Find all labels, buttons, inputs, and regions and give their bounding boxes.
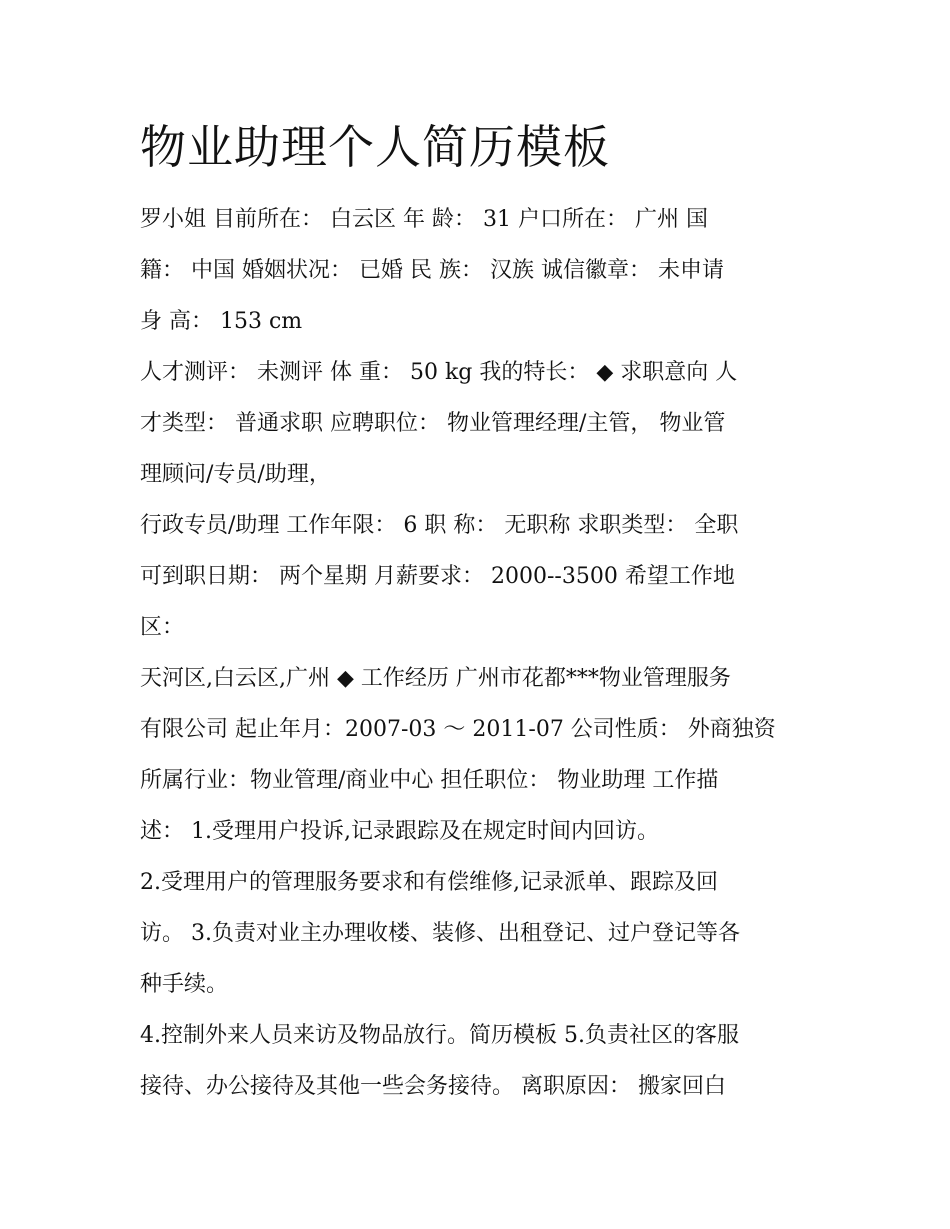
text-line: 籍： 中国 婚姻状况： 已婚 民 族： 汉族 诚信徽章： 未申请 bbox=[140, 258, 724, 283]
text-line: 人才测评： 未测评 体 重： 50 kg 我的特长： ◆ 求职意向 人 bbox=[140, 360, 738, 385]
text-line: 接待、办公接待及其他一些会务接待。 离职原因： 搬家回白 bbox=[140, 1074, 726, 1099]
text-line: 访。 3.负责对业主办理收楼、装修、出租登记、过户登记等各 bbox=[140, 921, 740, 946]
text-line: 4.控制外来人员来访及物品放行。简历模板 5.负责社区的客服 bbox=[140, 1023, 739, 1048]
text-line: 所属行业：物业管理/商业中心 担任职位： 物业助理 工作描 bbox=[140, 768, 719, 793]
text-line: 行政专员/助理 工作年限： 6 职 称： 无职称 求职类型： 全职 bbox=[140, 513, 739, 538]
document-title: 物业助理个人简历模板 bbox=[140, 120, 610, 174]
text-line: 有限公司 起止年月：2007-03 ～ 2011-07 公司性质： 外商独资 bbox=[140, 717, 776, 742]
text-line: 种手续。 bbox=[140, 972, 229, 997]
text-line: 天河区,白云区,广州 ◆ 工作经历 广州市花都***物业管理服务 bbox=[140, 666, 731, 691]
text-line: 理顾问/专员/助理， bbox=[140, 462, 331, 487]
text-line: 区： bbox=[140, 615, 185, 640]
text-line: 罗小姐 目前所在： 白云区 年 龄： 31 户口所在： 广州 国 bbox=[140, 207, 708, 232]
text-line: 身 高： 153 cm bbox=[140, 309, 303, 334]
document-page bbox=[140, 112, 820, 1112]
text-line: 可到职日期： 两个星期 月薪要求： 2000--3500 希望工作地 bbox=[140, 564, 735, 589]
text-line: 述： 1.受理用户投诉,记录跟踪及在规定时间内回访。 bbox=[140, 819, 659, 844]
text-line: 才类型： 普通求职 应聘职位： 物业管理经理/主管， 物业管 bbox=[140, 411, 726, 436]
text-line: 2.受理用户的管理服务要求和有偿维修,记录派单、跟踪及回 bbox=[140, 870, 718, 895]
document-body bbox=[140, 194, 820, 1112]
